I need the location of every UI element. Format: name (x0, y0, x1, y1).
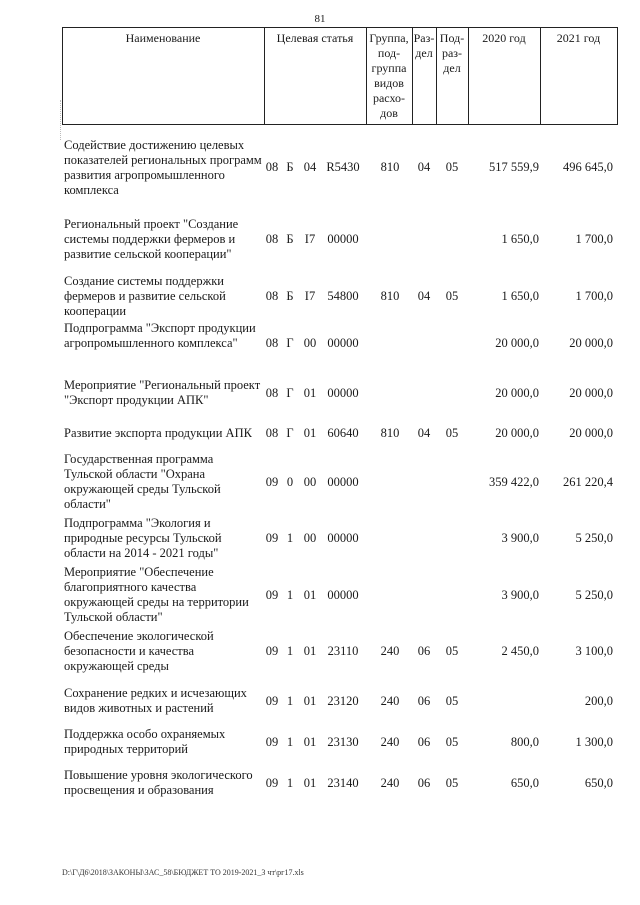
row-code-4: R5430 (326, 160, 360, 174)
file-path-footer: D:\Г\Д6\2018\ЗАКОНЫ\ЗАС_58\БЮДЖЕТ ТО 2019-2021_3 чт\рг17.xls (62, 868, 304, 877)
row-2020: 800,0 (510, 735, 539, 749)
row-code-1: 09 (265, 531, 279, 545)
row-code-4: 00000 (327, 336, 359, 350)
row-2020: 3 900,0 (501, 588, 539, 602)
row-code-2: 1 (286, 531, 294, 545)
row-code-3: I7 (304, 232, 316, 246)
row-2020: 2 450,0 (501, 644, 539, 658)
row-group: 810 (380, 426, 400, 440)
row-code-3: 00 (303, 475, 317, 489)
row-razdel: 06 (417, 735, 431, 749)
header-group-line: Группа, (369, 31, 409, 45)
row-code-2: 1 (286, 588, 294, 602)
row-2021: 3 100,0 (575, 644, 613, 658)
row-podrazdel: 05 (445, 160, 459, 174)
row-2020: 20 000,0 (495, 426, 539, 440)
row-2020: 517 559,9 (489, 160, 539, 174)
row-name: Мероприятие "Обеспечение благоприятного качества окружающей среды на территории Тульской области" (64, 565, 249, 624)
row-code-2: 1 (286, 776, 294, 790)
header-razdel-line: дел (415, 46, 433, 60)
header-divider (617, 27, 618, 125)
header-razdel (412, 31, 436, 61)
row-code-1: 09 (265, 694, 279, 708)
header-2021: 2021 год (556, 31, 601, 45)
header-group-line: дов (380, 106, 398, 120)
header-group-line: под- (377, 46, 401, 60)
row-code-4: 00000 (327, 386, 359, 400)
row-podrazdel: 05 (445, 289, 459, 303)
header-top-border (62, 27, 618, 28)
header-podrazdel-line: дел (443, 61, 461, 75)
row-code-2: Б (286, 160, 294, 174)
row-code-2: 0 (286, 475, 294, 489)
row-podrazdel: 05 (445, 735, 459, 749)
header-group-line: видов (374, 76, 404, 90)
header-razdel-line: Раз- (413, 31, 435, 45)
row-code-1: 08 (265, 426, 279, 440)
row-code-4: 00000 (327, 232, 359, 246)
row-2021: 5 250,0 (575, 531, 613, 545)
row-code-3: 01 (303, 588, 317, 602)
row-code-3: 01 (303, 776, 317, 790)
row-name: Обеспечение экологической безопасности и качества окружающей среды (64, 629, 214, 673)
header-name: Наименование (125, 31, 201, 45)
row-code-4: 00000 (327, 531, 359, 545)
row-code-4: 00000 (327, 588, 359, 602)
row-name: Содействие достижению целевых показателей региональных программ развития агропромышленного комплекса (64, 138, 262, 197)
table-header (62, 27, 618, 125)
row-2020: 1 650,0 (501, 289, 539, 303)
header-target: Целевая статья (276, 31, 354, 45)
row-2021: 20 000,0 (569, 386, 613, 400)
row-code-3: 01 (303, 694, 317, 708)
row-code-3: 00 (303, 336, 317, 350)
row-code-2: Б (286, 289, 294, 303)
row-code-2: Г (286, 426, 294, 440)
row-razdel: 06 (417, 694, 431, 708)
row-code-4: 23130 (327, 735, 359, 749)
row-2021: 496 645,0 (563, 160, 613, 174)
row-2021: 5 250,0 (575, 588, 613, 602)
row-code-3: I7 (304, 289, 316, 303)
row-name: Поддержка особо охраняемых природных территорий (64, 727, 226, 756)
row-code-3: 01 (303, 735, 317, 749)
row-code-1: 09 (265, 588, 279, 602)
row-group: 240 (380, 776, 400, 790)
row-code-2: Г (286, 386, 294, 400)
row-group: 810 (380, 289, 400, 303)
row-name: Сохранение редких и исчезающих видов животных и растений (64, 686, 247, 715)
header-podrazdel-line: раз- (441, 46, 463, 60)
row-code-1: 09 (265, 644, 279, 658)
row-code-1: 08 (265, 386, 279, 400)
row-code-3: 01 (303, 644, 317, 658)
row-podrazdel: 05 (445, 426, 459, 440)
row-code-3: 01 (303, 386, 317, 400)
row-2021: 261 220,4 (563, 475, 613, 489)
header-2020: 2020 год (482, 31, 526, 45)
row-code-1: 08 (265, 336, 279, 350)
row-podrazdel: 05 (445, 776, 459, 790)
row-name: Создание системы поддержки фермеров и развитие сельской кооперации (64, 274, 226, 318)
row-name: Региональный проект "Создание системы поддержки фермеров и развитие сельской кооперации" (64, 217, 239, 261)
row-code-4: 54800 (327, 289, 359, 303)
row-code-2: 1 (286, 694, 294, 708)
row-name: Развитие экспорта продукции АПК (64, 426, 252, 440)
row-2021: 20 000,0 (569, 426, 613, 440)
row-2021: 650,0 (584, 776, 613, 790)
row-2020: 650,0 (510, 776, 539, 790)
row-razdel: 04 (417, 426, 431, 440)
header-podrazdel-line: Под- (439, 31, 465, 45)
row-name: Подпрограмма "Экспорт продукции агропромышленного комплекса" (64, 321, 256, 350)
row-code-2: Г (286, 336, 294, 350)
row-code-4: 60640 (327, 426, 359, 440)
row-name: Подпрограмма "Экология и природные ресурсы Тульской области на 2014 - 2021 годы" (64, 516, 222, 560)
row-code-1: 09 (265, 475, 279, 489)
row-group: 240 (380, 735, 400, 749)
row-2021: 20 000,0 (569, 336, 613, 350)
row-group: 810 (380, 160, 400, 174)
row-2020: 359 422,0 (489, 475, 539, 489)
row-code-2: 1 (286, 644, 294, 658)
row-code-4: 00000 (327, 475, 359, 489)
header-podrazdel (436, 31, 468, 76)
row-code-1: 08 (265, 160, 279, 174)
row-code-3: 04 (303, 160, 317, 174)
row-code-4: 23110 (327, 644, 359, 658)
header-group-line: группа (371, 61, 407, 75)
row-name: Мероприятие "Региональный проект "Экспорт продукции АПК" (64, 378, 261, 407)
row-code-4: 23120 (327, 694, 359, 708)
row-razdel: 04 (417, 160, 431, 174)
row-podrazdel: 05 (445, 694, 459, 708)
row-code-1: 09 (265, 735, 279, 749)
row-code-3: 00 (303, 531, 317, 545)
header-group-line: расхо- (372, 91, 406, 105)
header-group (366, 31, 412, 121)
row-code-3: 01 (303, 426, 317, 440)
row-2021: 1 700,0 (575, 289, 613, 303)
row-code-1: 08 (265, 232, 279, 246)
row-razdel: 06 (417, 644, 431, 658)
row-name: Государственная программа Тульской области "Охрана окружающей среды Тульской области" (64, 452, 221, 511)
scan-mark (60, 100, 61, 140)
page-number: 81 (314, 13, 326, 25)
row-2020: 20 000,0 (495, 386, 539, 400)
row-code-2: 1 (286, 735, 294, 749)
row-razdel: 06 (417, 776, 431, 790)
row-name: Повышение уровня экологического просвещения и образования (64, 768, 253, 797)
row-2021: 200,0 (584, 694, 613, 708)
row-2020: 1 650,0 (501, 232, 539, 246)
row-razdel: 04 (417, 289, 431, 303)
row-code-4: 23140 (327, 776, 359, 790)
row-code-1: 08 (265, 289, 279, 303)
row-code-2: Б (286, 232, 294, 246)
row-2020: 3 900,0 (501, 531, 539, 545)
row-2021: 1 300,0 (575, 735, 613, 749)
row-group: 240 (380, 644, 400, 658)
header-bottom-border (62, 124, 618, 125)
row-podrazdel: 05 (445, 644, 459, 658)
row-2020: 20 000,0 (495, 336, 539, 350)
row-2021: 1 700,0 (575, 232, 613, 246)
row-code-1: 09 (265, 776, 279, 790)
row-group: 240 (380, 694, 400, 708)
